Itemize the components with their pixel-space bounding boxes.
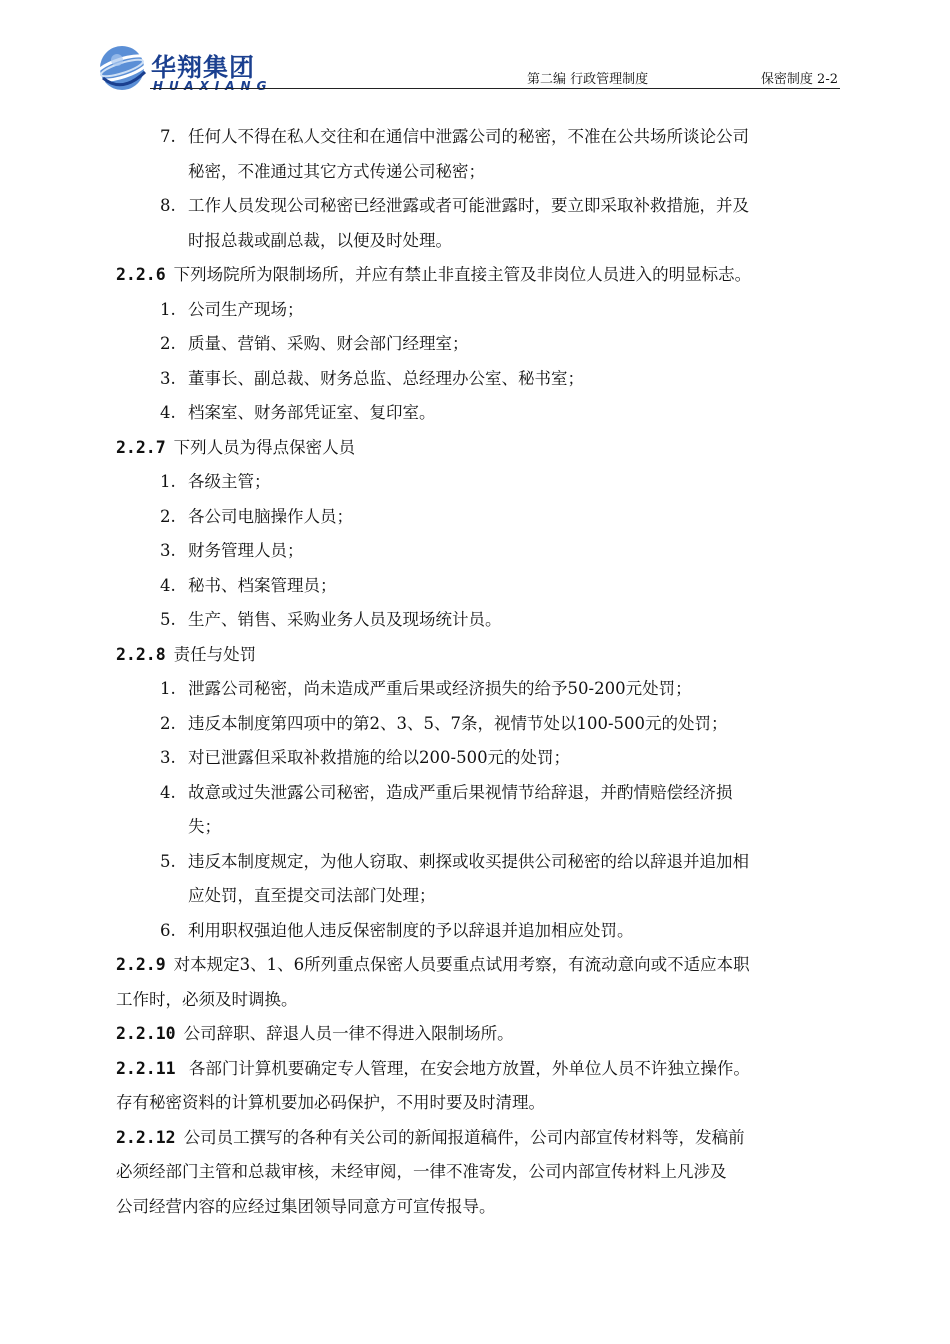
list-item — [116, 293, 840, 328]
section-line — [116, 1086, 840, 1121]
line-text: 泄露公司秘密，尚未造成严重后果或经济损失的给予50-200元处罚； — [188, 679, 692, 698]
section-line — [116, 948, 840, 983]
item-number: 2. — [160, 506, 176, 526]
continuation-line — [116, 810, 840, 845]
line-text: 违反本制度规定，为他人窃取、刺探或收买提供公司秘密的给以辞退并追加相 — [188, 851, 749, 871]
section-number: 2.2.9 — [116, 955, 166, 974]
section-number: 2.2.11 — [116, 1058, 176, 1078]
list-item — [116, 707, 840, 742]
list-item — [116, 603, 840, 638]
header-doc-title: 保密制度 2-2 — [760, 72, 838, 87]
item-number: 3. — [160, 368, 176, 388]
line-text: 档案室、财务部凭证室、复印室。 — [188, 403, 436, 422]
list-item — [116, 914, 840, 949]
logo-english-name: HUAXIANG — [153, 79, 273, 93]
item-number: 3. — [160, 748, 176, 767]
line-text: 公司员工撰写的各种有关公司的新闻报道稿件，公司内部宣传材料等，发稿前 — [183, 1127, 745, 1147]
line-text: 生产、销售、采购业务人员及现场统计员。 — [188, 610, 502, 629]
line-text: 必须经部门主管和总裁审核，未经审阅，一律不准寄发，公司内部宣传材料上凡涉及 — [116, 1162, 727, 1181]
line-text: 失； — [188, 817, 221, 836]
list-item — [116, 120, 840, 155]
item-number: 1. — [160, 679, 176, 698]
line-text: 利用职权强迫他人违反保密制度的予以辞退并追加相应处罚。 — [188, 920, 634, 940]
list-item — [116, 534, 840, 569]
company-logo — [95, 38, 275, 100]
section-number: 2.2.8 — [116, 644, 166, 664]
list-item — [116, 189, 840, 224]
line-text: 下列人员为得点保密人员 — [173, 437, 356, 457]
continuation-line — [116, 155, 840, 190]
document-body — [116, 120, 840, 1224]
list-item — [116, 362, 840, 397]
item-number: 4. — [160, 782, 176, 802]
page-header — [95, 38, 840, 100]
list-item — [116, 569, 840, 604]
item-number: 1. — [160, 472, 176, 491]
item-number: 8. — [160, 196, 176, 215]
item-number: 2. — [160, 334, 176, 353]
line-text: 故意或过失泄露公司秘密，造成严重后果视情节给辞退，并酌情赔偿经济损 — [188, 782, 733, 802]
section-line — [116, 431, 840, 466]
item-number: 5. — [160, 851, 176, 871]
line-text: 公司生产现场； — [188, 299, 304, 319]
item-number: 3. — [160, 541, 176, 560]
line-text: 秘密，不准通过其它方式传递公司秘密； — [188, 161, 485, 181]
item-number: 4. — [160, 575, 176, 595]
line-text: 存有秘密资料的计算机要加必码保护，不用时要及时清理。 — [116, 1093, 545, 1112]
section-number: 2.2.7 — [116, 437, 166, 457]
section-line — [116, 1052, 840, 1087]
list-item — [116, 396, 840, 431]
line-text: 应处罚，直至提交司法部门处理； — [188, 886, 436, 905]
line-text: 时报总裁或副总裁，以便及时处理。 — [188, 230, 452, 250]
continuation-line — [116, 224, 840, 259]
line-text: 秘书、档案管理员； — [188, 575, 337, 595]
section-number: 2.2.12 — [116, 1127, 176, 1147]
line-text: 工作时，必须及时调换。 — [116, 989, 298, 1009]
list-item — [116, 741, 840, 776]
item-number: 2. — [160, 713, 176, 733]
section-number: 2.2.6 — [116, 265, 166, 284]
list-item — [116, 500, 840, 535]
line-text: 财务管理人员； — [188, 541, 304, 560]
section-line — [116, 1017, 840, 1052]
section-line — [116, 983, 840, 1018]
section-line — [116, 638, 840, 673]
section-line — [116, 1155, 840, 1190]
line-text: 对已泄露但采取补救措施的给以200-500元的处罚； — [188, 748, 571, 767]
item-number: 1. — [160, 299, 176, 319]
item-number: 7. — [160, 127, 176, 146]
line-text: 责任与处罚 — [173, 644, 257, 664]
section-line — [116, 1190, 840, 1225]
line-text: 公司辞职、辞退人员一律不得进入限制场所。 — [183, 1024, 514, 1043]
header-section-title: 第二编 行政管理制度 — [527, 72, 649, 87]
list-item — [116, 327, 840, 362]
line-text: 违反本制度第四项中的第2、3、5、7条，视情节处以100-500元的处罚； — [188, 713, 728, 733]
header-divider — [150, 88, 840, 89]
section-number: 2.2.10 — [116, 1024, 176, 1043]
line-text: 质量、营销、采购、财会部门经理室； — [188, 334, 469, 353]
list-item — [116, 776, 840, 811]
item-number: 4. — [160, 403, 176, 422]
list-item — [116, 465, 840, 500]
line-text: 董事长、副总裁、财务总监、总经理办公室、秘书室； — [188, 368, 584, 388]
section-line — [116, 1121, 840, 1156]
list-item — [116, 845, 840, 880]
continuation-line — [116, 879, 840, 914]
line-text: 各级主管； — [188, 472, 271, 491]
list-item — [116, 672, 840, 707]
line-text: 对本规定3、1、6所列重点保密人员要重点试用考察，有流动意向或不适应本职 — [173, 955, 750, 974]
line-text: 公司经营内容的应经过集团领导同意方可宣传报导。 — [116, 1196, 496, 1216]
globe-logo-icon — [95, 38, 155, 94]
line-text: 工作人员发现公司秘密已经泄露或者可能泄露时，要立即采取补救措施，并及 — [188, 196, 749, 215]
line-text: 下列场院所为限制场所，并应有禁止非直接主管及非岗位人员进入的明显标志。 — [173, 265, 752, 284]
line-text: 各公司电脑操作人员； — [188, 506, 353, 526]
item-number: 6. — [160, 920, 176, 940]
logo-chinese-name: 华翔集团 — [151, 53, 256, 82]
line-text: 任何人不得在私人交往和在通信中泄露公司的秘密，不准在公共场所谈论公司 — [188, 127, 749, 146]
line-text: 各部门计算机要确定专人管理，在安会地方放置，外单位人员不许独立操作。 — [183, 1058, 750, 1078]
section-line — [116, 258, 840, 293]
item-number: 5. — [160, 610, 176, 629]
